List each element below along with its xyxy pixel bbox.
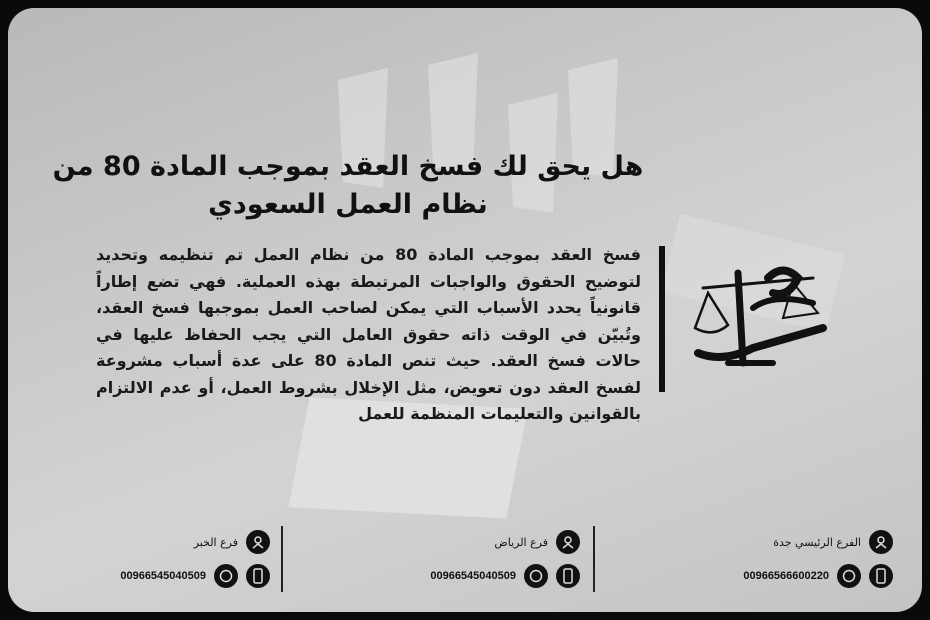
- location-icon: [869, 530, 893, 554]
- branch-name: الفرع الرئيسي جدة: [773, 535, 861, 549]
- branch-riyadh: [408, 528, 580, 590]
- phone-number[interactable]: 00966566600220: [743, 570, 829, 582]
- divider: [281, 526, 283, 592]
- divider: [593, 526, 595, 592]
- whatsapp-icon[interactable]: [214, 564, 238, 588]
- location-icon: [556, 530, 580, 554]
- phone-number[interactable]: 00966545040509: [430, 570, 516, 582]
- whatsapp-icon[interactable]: [524, 564, 548, 588]
- branch-khobar: [98, 528, 270, 590]
- page-title: هل يحق لك فسخ العقد بموجب المادة 80 من نظام العمل السعودي: [52, 151, 644, 220]
- whatsapp-icon[interactable]: [837, 564, 861, 588]
- banner-card: [8, 8, 922, 612]
- branch-name: فرع الرياض: [494, 535, 548, 549]
- branch-name: فرع الخبر: [193, 535, 238, 549]
- phone-number[interactable]: 00966545040509: [120, 570, 206, 582]
- mobile-phone-icon[interactable]: [246, 564, 270, 588]
- mobile-phone-icon[interactable]: [556, 564, 580, 588]
- divider: [659, 246, 665, 392]
- branch-jeddah: [723, 528, 893, 590]
- mobile-phone-icon[interactable]: [869, 564, 893, 588]
- location-icon: [246, 530, 270, 554]
- calligraphy-scales-logo: [683, 253, 833, 373]
- article-text: فسخ العقد بموجب المادة 80 من نظام العمل تم تنظيمه وتحديد لتوضيح الحقوق والواجبات المرتبطة بهذه العملية. فهي تضع إطاراً قانونياً يحدد الأسباب التي يمكن لصاحب العمل بموجبها فسخ العقد، وتُبيّن في الوقت ذاته حقوق العامل التي يجب الحفاظ عليها في حالات فسخ العقد. حيث تنص المادة 80 على عدة أسباب مشروعة لفسخ العقد دون تعويض، مثل الإخلال بشروط العمل، أو عدم الالتزام بالقوانين والتعليمات المنظمة للعمل: [96, 245, 641, 423]
